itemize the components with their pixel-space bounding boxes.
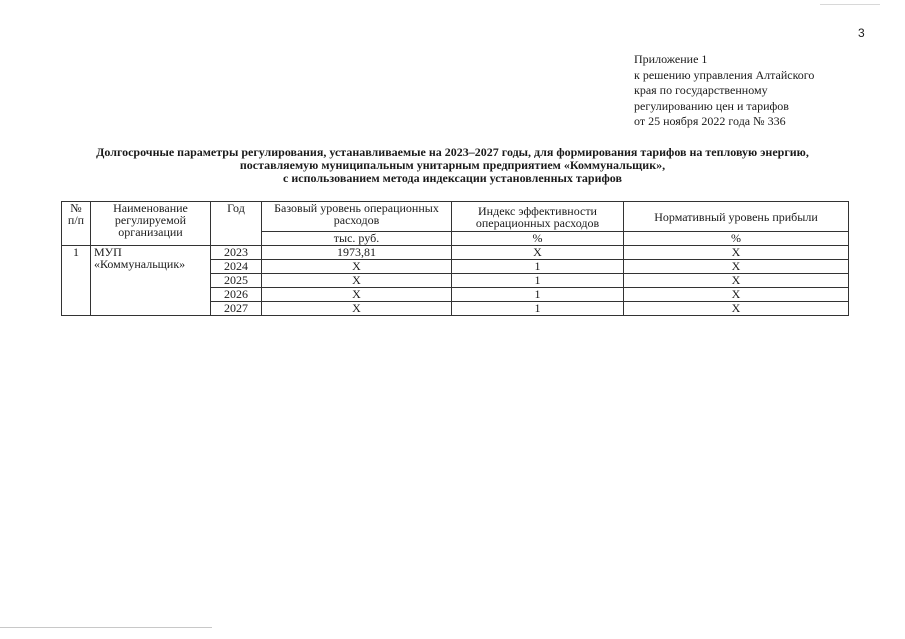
table-row <box>62 246 849 260</box>
unit-base: тыс. руб. <box>262 232 452 246</box>
cell-base: X <box>262 302 452 316</box>
header-year: Год <box>211 202 262 246</box>
appendix-line: к решению управления Алтайского <box>634 67 815 82</box>
page-number: 3 <box>858 26 865 40</box>
scan-artifact-top <box>820 4 880 5</box>
cell-base: X <box>262 260 452 274</box>
header-index: Индекс эффективности операционных расходов <box>452 202 624 232</box>
cell-profit: X <box>624 260 849 274</box>
unit-index: % <box>452 232 624 246</box>
header-base: Базовый уровень операционных расходов <box>262 202 452 232</box>
appendix-line: Приложение 1 <box>634 52 708 66</box>
header-num: № п/п <box>62 202 91 246</box>
cell-year: 2027 <box>211 302 262 316</box>
org-name-line: МУП <box>94 245 122 259</box>
scan-artifact-bottom <box>0 627 212 628</box>
header-profit: Нормативный уровень прибыли <box>624 202 849 232</box>
cell-index: X <box>452 246 624 260</box>
appendix-line: регулированию цен и тарифов <box>634 98 789 113</box>
row-num: 1 <box>62 246 91 316</box>
appendix-block <box>634 52 814 130</box>
cell-year: 2024 <box>211 260 262 274</box>
cell-profit: X <box>624 274 849 288</box>
cell-year: 2025 <box>211 274 262 288</box>
cell-index: 1 <box>452 302 624 316</box>
document-title <box>40 146 865 185</box>
cell-profit: X <box>624 246 849 260</box>
cell-base: X <box>262 274 452 288</box>
org-name <box>91 246 211 316</box>
header-org: Наименование регулируемой организации <box>91 202 211 246</box>
title-line: Долгосрочные параметры регулирования, устанавливаемые на 2023–2027 годы, для формирования тарифов на тепловую энергию, <box>96 145 809 159</box>
cell-index: 1 <box>452 260 624 274</box>
title-line: с использованием метода индексации установленных тарифов <box>283 171 622 185</box>
title-line: поставляемую муниципальным унитарным предприятием «Коммунальщик», <box>239 158 666 172</box>
cell-base: X <box>262 288 452 302</box>
parameters-table <box>61 201 849 316</box>
cell-year: 2026 <box>211 288 262 302</box>
cell-year: 2023 <box>211 246 262 260</box>
org-name-line: «Коммунальщик» <box>94 257 186 271</box>
unit-profit: % <box>624 232 849 246</box>
cell-profit: X <box>624 302 849 316</box>
appendix-line: от 25 ноября 2022 года № 336 <box>634 114 786 128</box>
cell-index: 1 <box>452 274 624 288</box>
cell-base: 1973,81 <box>262 246 452 260</box>
cell-profit: X <box>624 288 849 302</box>
appendix-line: края по государственному <box>634 83 768 97</box>
cell-index: 1 <box>452 288 624 302</box>
